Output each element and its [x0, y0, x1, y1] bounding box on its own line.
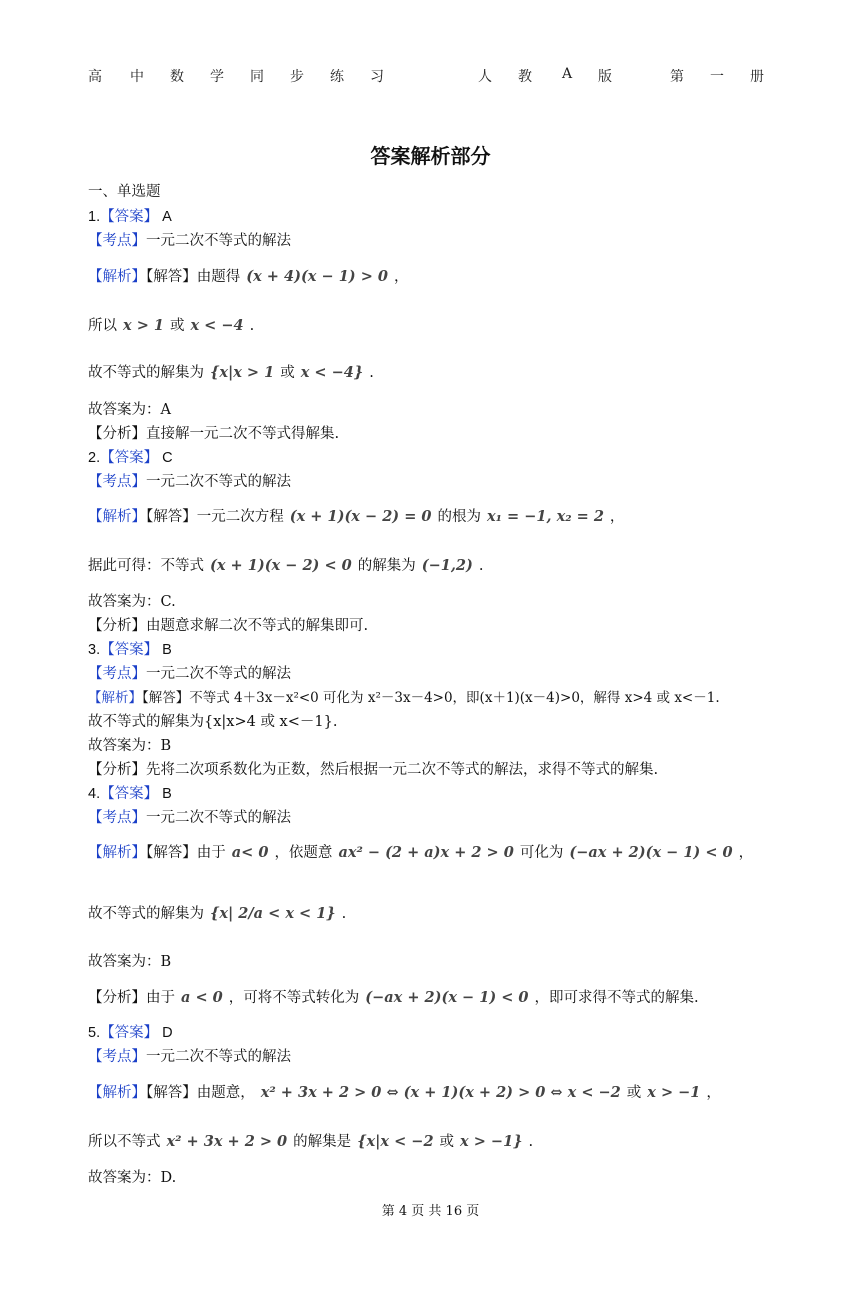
q5-answer-line: [88, 1021, 173, 1042]
math: {x|x > 1: [210, 364, 275, 381]
q5-line3: 故答案为：D.: [88, 1170, 177, 1186]
q1-answer-line: [88, 205, 172, 226]
math: x > −1}: [460, 1133, 523, 1150]
answer-tag: 【答案】: [100, 642, 159, 658]
answer-tag: 【答案】: [100, 450, 159, 466]
punct: ，: [609, 509, 625, 525]
answer-tag: 【答案】: [100, 1025, 159, 1041]
q1-math: (x + 4)(x − 1) > 0: [246, 268, 388, 285]
punct: .: [249, 318, 255, 334]
jieda-tag: 【解答】: [146, 845, 197, 861]
text: 的解集为: [357, 558, 416, 574]
q5-number: 5.: [88, 1025, 101, 1041]
q2-point-line: [88, 470, 291, 491]
header-char: 第: [670, 69, 684, 85]
q3-point-line: [88, 662, 291, 683]
jiexi-tag: 【解析】: [88, 690, 142, 706]
q2-answer: C: [158, 450, 173, 466]
text: ，可将不等式转化为: [228, 990, 360, 1006]
math: a < 0: [181, 989, 223, 1006]
header-char: 数: [170, 69, 184, 85]
page-footer: 第 4 页 共 16 页: [381, 1204, 480, 1219]
math: x > 1: [123, 317, 164, 334]
header-char: 人: [478, 69, 492, 85]
point-tag: 【考点】: [88, 474, 146, 490]
q1-line3: [88, 361, 374, 382]
q1-number: 1.: [88, 209, 101, 225]
text: 所以: [88, 318, 117, 334]
q2-line3: 故答案为：C.: [88, 594, 176, 610]
math: x² + 3x + 2 > 0: [166, 1133, 288, 1150]
q5-line2: [88, 1130, 533, 1151]
q1-answer: A: [158, 209, 172, 225]
punct: .: [341, 906, 347, 922]
q1-solution-line: [88, 265, 409, 286]
text: 或: [169, 318, 185, 334]
punct: ，: [394, 269, 409, 285]
q5-answer: D: [158, 1025, 173, 1041]
q4-point-line: [88, 806, 291, 827]
text: 由于: [146, 990, 175, 1006]
header-char: 同: [250, 69, 264, 85]
punct: .: [478, 558, 484, 574]
q1-line2: [88, 314, 254, 335]
header-char: 版: [598, 69, 612, 85]
math: ax² − (2 + a)x + 2 > 0: [338, 844, 514, 861]
q1-line4: 故答案为：A: [88, 402, 171, 418]
text: 或: [280, 365, 295, 381]
q4-line2: [88, 902, 346, 923]
math: x < −4: [190, 317, 244, 334]
q3-point: 一元二次不等式的解法: [146, 666, 291, 682]
text: 的根为: [437, 509, 481, 525]
q4-answer: B: [158, 786, 172, 802]
text: 不等式 4＋3x－x²<0 可化为 x²－3x－4>0，即(x＋1)(x－4)>0，解得 x>4 或 x<－1.: [189, 690, 720, 706]
math: x² + 3x + 2 > 0 ⇔ (x + 1)(x + 2) > 0 ⇔ x < −2: [260, 1084, 621, 1101]
q5-point: 一元二次不等式的解法: [146, 1049, 291, 1065]
q3-line2: 故不等式的解集为{x|x>4 或 x<－1}.: [88, 714, 338, 730]
q3-number: 3.: [88, 642, 101, 658]
text: 由于: [196, 845, 226, 861]
answer-tag: 【答案】: [100, 209, 159, 225]
q3-analysis: [88, 758, 658, 779]
page-header: [88, 66, 768, 86]
q3-answer: B: [158, 642, 172, 658]
q4-number: 4.: [88, 786, 101, 802]
punct: .: [528, 1134, 534, 1150]
header-char: 高: [88, 69, 102, 85]
q3-solution-line: [88, 686, 720, 706]
jiexi-tag: 【解析】: [88, 509, 146, 525]
point-tag: 【考点】: [88, 810, 146, 826]
q2-line2: [88, 554, 483, 575]
q5-point-line: [88, 1045, 291, 1066]
q4-point: 一元二次不等式的解法: [146, 810, 291, 826]
header-char: 练: [330, 69, 344, 85]
text: 故不等式的解集为: [88, 365, 204, 381]
jiexi-tag: 【解析】: [88, 269, 146, 285]
text: 据此可得：不等式: [88, 558, 204, 574]
math: (−ax + 2)(x − 1) < 0: [569, 844, 733, 861]
text: 故不等式的解集为: [88, 906, 204, 922]
math: x < −4}: [300, 364, 364, 381]
math: a< 0: [231, 844, 269, 861]
point-tag: 【考点】: [88, 233, 146, 249]
text: 先将二次项系数化为正数，然后根据一元二次不等式的解法，求得不等式的解集.: [146, 762, 659, 778]
fenxi-tag: 【分析】: [88, 618, 146, 634]
header-char: A: [562, 66, 573, 82]
jieda-tag: 【解答】: [142, 690, 190, 706]
math: (x + 1)(x − 2) = 0: [289, 508, 432, 525]
header-char: 中: [130, 69, 144, 85]
jiexi-tag: 【解析】: [88, 1085, 146, 1101]
q1-point-line: [88, 229, 291, 250]
q4-answer-line: [88, 782, 172, 803]
text: 由题意求解二次不等式的解集即可.: [146, 618, 369, 634]
page-title: 答案解析部分: [370, 144, 491, 168]
q2-number: 2.: [88, 450, 101, 466]
jieda-tag: 【解答】: [146, 269, 197, 285]
header-char: 教: [518, 69, 532, 85]
answer-tag: 【答案】: [100, 786, 159, 802]
q4-line3: 故答案为：B: [88, 954, 172, 970]
math: x₁ = −1, x₂ = 2: [487, 508, 604, 525]
math: {x|x < −2: [357, 1133, 434, 1150]
math: x > −1: [647, 1084, 701, 1101]
punct: .: [369, 365, 374, 381]
header-char: 一: [710, 69, 724, 85]
math: (−ax + 2)(x − 1) < 0: [365, 989, 529, 1006]
header-char: 学: [210, 69, 224, 85]
q2-solution-line: [88, 505, 624, 526]
fenxi-tag: 【分析】: [88, 990, 146, 1006]
jieda-tag: 【解答】: [146, 509, 197, 525]
q4-analysis: [88, 986, 699, 1007]
jieda-tag: 【解答】: [146, 1085, 197, 1101]
text: 或: [626, 1085, 642, 1101]
q1-point: 一元二次不等式的解法: [146, 233, 291, 249]
text: 一元二次方程: [196, 509, 284, 525]
text: 由题意，: [196, 1085, 255, 1101]
q2-analysis: [88, 614, 368, 635]
math: {x| 2/a < x < 1}: [210, 905, 336, 922]
text: 或: [439, 1134, 455, 1150]
header-char: 册: [750, 69, 764, 85]
q3-answer-line: [88, 638, 172, 659]
q2-point: 一元二次不等式的解法: [146, 474, 291, 490]
fenxi-tag: 【分析】: [88, 426, 146, 442]
text: ，依题意: [274, 845, 333, 861]
text: 可化为: [519, 845, 564, 861]
text: 的解集是: [293, 1134, 352, 1150]
point-tag: 【考点】: [88, 666, 146, 682]
q1-analysis: [88, 422, 339, 443]
q5-solution-line: [88, 1081, 721, 1102]
q4-solution-line: [88, 841, 753, 862]
text: 所以不等式: [88, 1134, 161, 1150]
fenxi-tag: 【分析】: [88, 762, 146, 778]
q2-answer-line: [88, 446, 173, 467]
text: 直接解一元二次不等式得解集.: [146, 426, 340, 442]
q1-text: 由题得: [196, 269, 241, 285]
header-char: 步: [290, 69, 304, 85]
section-heading: 一、单选题: [88, 184, 161, 200]
math: (x + 1)(x − 2) < 0: [210, 557, 352, 574]
point-tag: 【考点】: [88, 1049, 146, 1065]
math: (−1,2): [421, 557, 473, 574]
punct: ，: [738, 845, 754, 861]
q3-line3: 故答案为：B: [88, 738, 172, 754]
punct: ，: [706, 1085, 721, 1101]
header-char: 习: [370, 69, 384, 85]
jiexi-tag: 【解析】: [88, 845, 146, 861]
text: ，即可求得不等式的解集.: [534, 990, 699, 1006]
